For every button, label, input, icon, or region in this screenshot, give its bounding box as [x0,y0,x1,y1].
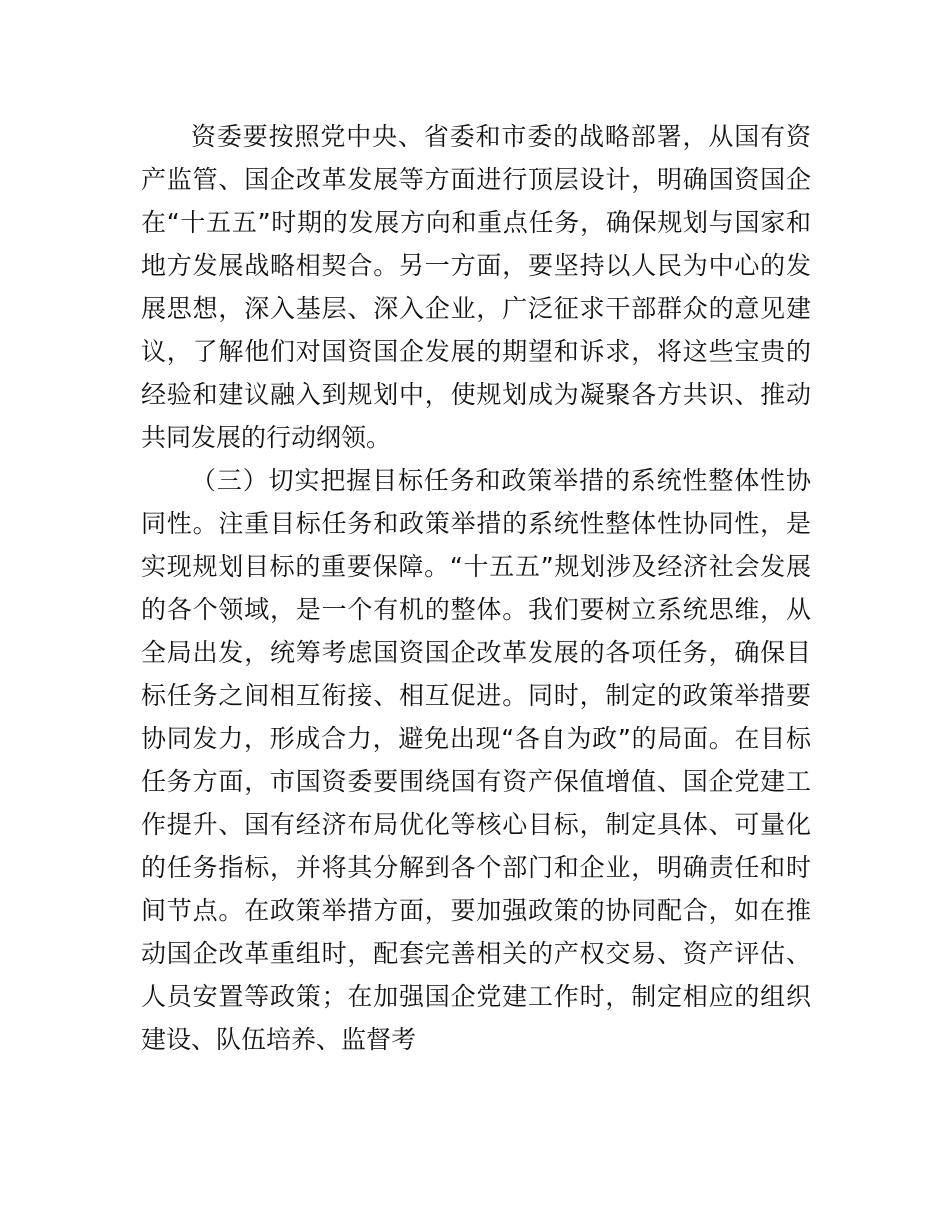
body-paragraph: 资委要按照党中央、省委和市委的战略部署，从国有资产监管、国企改革发展等方面进行顶层设计，明确国资国企在“十五五”时期的发展方向和重点任务，确保规划与国家和地方发展战略相契合。另一方面，要坚持以人民为中心的发展思想，深入基层、深入企业，广泛征求干部群众的意见建议，了解他们对国资国企发展的期望和诉求，将这些宝贵的经验和建议融入到规划中，使规划成为凝聚各方共识、推动共同发展的行动纲领。 [141,122,811,452]
section-paragraph: （三）切实把握目标任务和政策举措的系统性整体性协同性。注重目标任务和政策举措的系统性整体性协同性，是实现规划目标的重要保障。“十五五”规划涉及经济社会发展的各个领域，是一个有机的整体。我们要树立系统思维，从全局出发，统筹考虑国资国企改革发展的各项任务，确保目标任务之间相互衔接、相互促进。同时，制定的政策举措要协同发力，形成合力，避免出现“各自为政”的局面。在目标任务方面，市国资委要围绕国有资产保值增值、国企党建工作提升、国有经济布局优化等核心目标，制定具体、可量化的任务指标，并将其分解到各个部门和企业，明确责任和时间节点。在政策举措方面，要加强政策的协同配合，如在推动国企改革重组时，配套完善相关的产权交易、资产评估、人员安置等政策；在加强国企党建工作时，制定相应的组织建设、队伍培养、监督考 [141,466,811,1054]
